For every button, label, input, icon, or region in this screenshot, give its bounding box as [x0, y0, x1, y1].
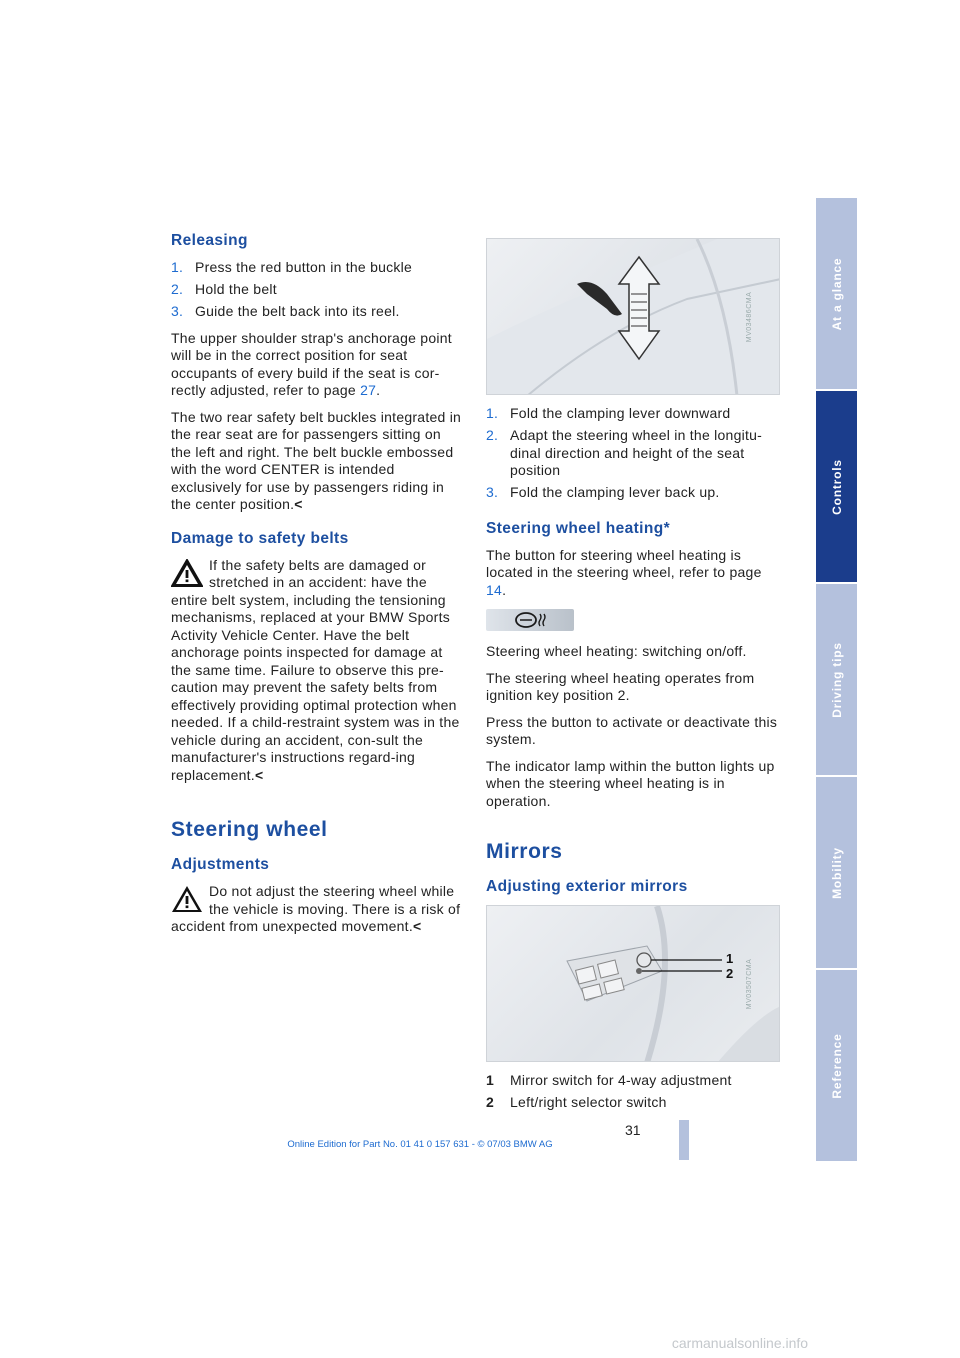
steering-wheel-heading: Steering wheel	[171, 818, 328, 841]
tab-label: Mobility	[829, 846, 844, 899]
list-text: Left/right selector switch	[510, 1094, 667, 1110]
list-text: Mirror switch for 4-way adjustment	[510, 1072, 732, 1088]
page-link-27[interactable]: 27	[360, 382, 377, 398]
list-number: 3.	[486, 484, 499, 500]
rear-buckles-text: The two rear safety belt buckles integrated in the rear seat are for passengers sitting on the left and right. The belt buckle embossed with the word CENTER is intended exclusively for use by passengers riding in the center position.	[171, 408, 462, 512]
warning-triangle-icon	[171, 885, 203, 913]
tab-label: Reference	[829, 1032, 844, 1099]
mirror-switch-figure	[486, 905, 780, 1062]
end-mark: <	[254, 766, 264, 783]
heating-paragraph	[486, 547, 782, 600]
steering-lever-figure	[486, 238, 780, 395]
callout-1: 1	[726, 951, 734, 966]
figure-id: MV03507CMA	[746, 958, 754, 1009]
anchorage-text: The upper shoulder strap's anchorage point will be in the correct position for seat occupants of every build if the seat is cor-rectly adjusted, refer to page	[171, 329, 452, 398]
list-number: 1	[486, 1072, 495, 1088]
tab-label: Driving tips	[829, 641, 844, 718]
tab-driving-tips[interactable]	[816, 584, 857, 775]
tab-label: Controls	[829, 458, 844, 515]
list-item	[486, 484, 782, 502]
list-item	[171, 281, 463, 299]
list-text: Fold the clamping lever back up.	[510, 484, 720, 500]
adjust-warning-text: Do not adjust the steering wheel while the vehicle is moving. There is a risk of accident from unexpected movement.	[171, 883, 461, 934]
steering-heating-icon	[486, 609, 574, 631]
damage-heading: Damage to safety belts	[171, 529, 349, 547]
exterior-heading: Adjusting exterior mirrors	[486, 878, 688, 895]
tab-controls[interactable]	[816, 391, 857, 582]
chapter-sidebar	[816, 198, 857, 1160]
list-number: 3.	[171, 303, 184, 319]
steering-heating-button	[486, 609, 574, 631]
steering-lever-illustration	[487, 239, 780, 395]
heating-indicator: The indicator lamp within the button lights up when the steering wheel heating is in operation.	[486, 757, 775, 809]
left-column	[171, 230, 463, 945]
list-item	[171, 303, 463, 321]
list-number: 2	[486, 1094, 495, 1110]
footer-text: Online Edition for Part No. 01 41 0 157 631 - © 07/03 BMW AG	[287, 1139, 553, 1150]
list-number: 2.	[171, 281, 184, 297]
callout-2: 2	[726, 966, 734, 981]
mirror-switch-illustration	[487, 906, 780, 1062]
anchorage-paragraph	[171, 330, 463, 400]
heating-heading: Steering wheel heating*	[486, 519, 671, 537]
end-mark: <	[412, 918, 422, 934]
list-item	[171, 259, 463, 277]
mirrors-heading: Mirrors	[486, 840, 563, 863]
page-link-14[interactable]: 14	[486, 581, 503, 598]
anchorage-end: .	[376, 382, 381, 398]
list-number: 1.	[171, 259, 184, 275]
list-text: Press the red button in the buckle	[195, 259, 413, 275]
heating-caption: Steering wheel heating: switching on/off.	[486, 643, 747, 659]
heating-text-end: .	[502, 581, 507, 598]
tab-label: At a glance	[829, 257, 844, 330]
adjust-warning	[171, 883, 463, 936]
adjust-steps	[486, 405, 782, 502]
tab-at-a-glance[interactable]	[816, 198, 857, 389]
warning-triangle-icon	[171, 559, 203, 587]
releasing-heading: Releasing	[171, 232, 248, 249]
damage-warning-text: If the safety belts are damaged or stretched in an accident: have the entire belt system, including the tensioning mechanisms, replaced at your BMW Sports Activity Vehicle Center. Have the belt anchorage points inspected for damage at the same time. Failure to observe this pre-caution may prevent the safety belts from effectively providing optimal protection when needed. If a child-restraint system was in the vehicle during an accident, con-sult the manufacturer's instructions regard-ing replacement.	[171, 556, 460, 783]
list-text: Fold the clamping lever downward	[510, 405, 731, 421]
list-text: Guide the belt back into its reel.	[195, 303, 400, 319]
right-column	[486, 238, 782, 1121]
mirror-legend	[486, 1072, 782, 1112]
list-text: Adapt the steering wheel in the longitu-dinal direction and height of the seat position	[510, 427, 763, 478]
tab-mobility[interactable]	[816, 777, 857, 968]
tab-reference[interactable]	[816, 970, 857, 1161]
watermark-text: carmanualsonline.info	[671, 1335, 809, 1351]
heating-ignition: The steering wheel heating operates from ignition key position 2.	[486, 669, 755, 703]
figure-id: MV03486CMA	[746, 291, 754, 342]
list-item	[486, 1094, 782, 1112]
list-item	[486, 1072, 782, 1090]
list-item	[486, 427, 782, 480]
end-mark: <	[294, 496, 303, 512]
watermark	[0, 1335, 960, 1351]
rear-buckles-paragraph	[171, 409, 463, 514]
page-number: 31	[625, 1122, 641, 1138]
list-number: 2.	[486, 427, 499, 443]
list-number: 1.	[486, 405, 499, 421]
footer	[0, 1139, 960, 1150]
heating-text: The button for steering wheel heating is located in the steering wheel, refer to page	[486, 546, 762, 580]
damage-warning	[171, 557, 463, 785]
list-text: Hold the belt	[195, 281, 277, 297]
adjustments-heading: Adjustments	[171, 856, 270, 873]
heating-press: Press the button to activate or deactivate this system.	[486, 713, 778, 747]
list-item	[486, 405, 782, 423]
releasing-steps	[171, 259, 463, 321]
